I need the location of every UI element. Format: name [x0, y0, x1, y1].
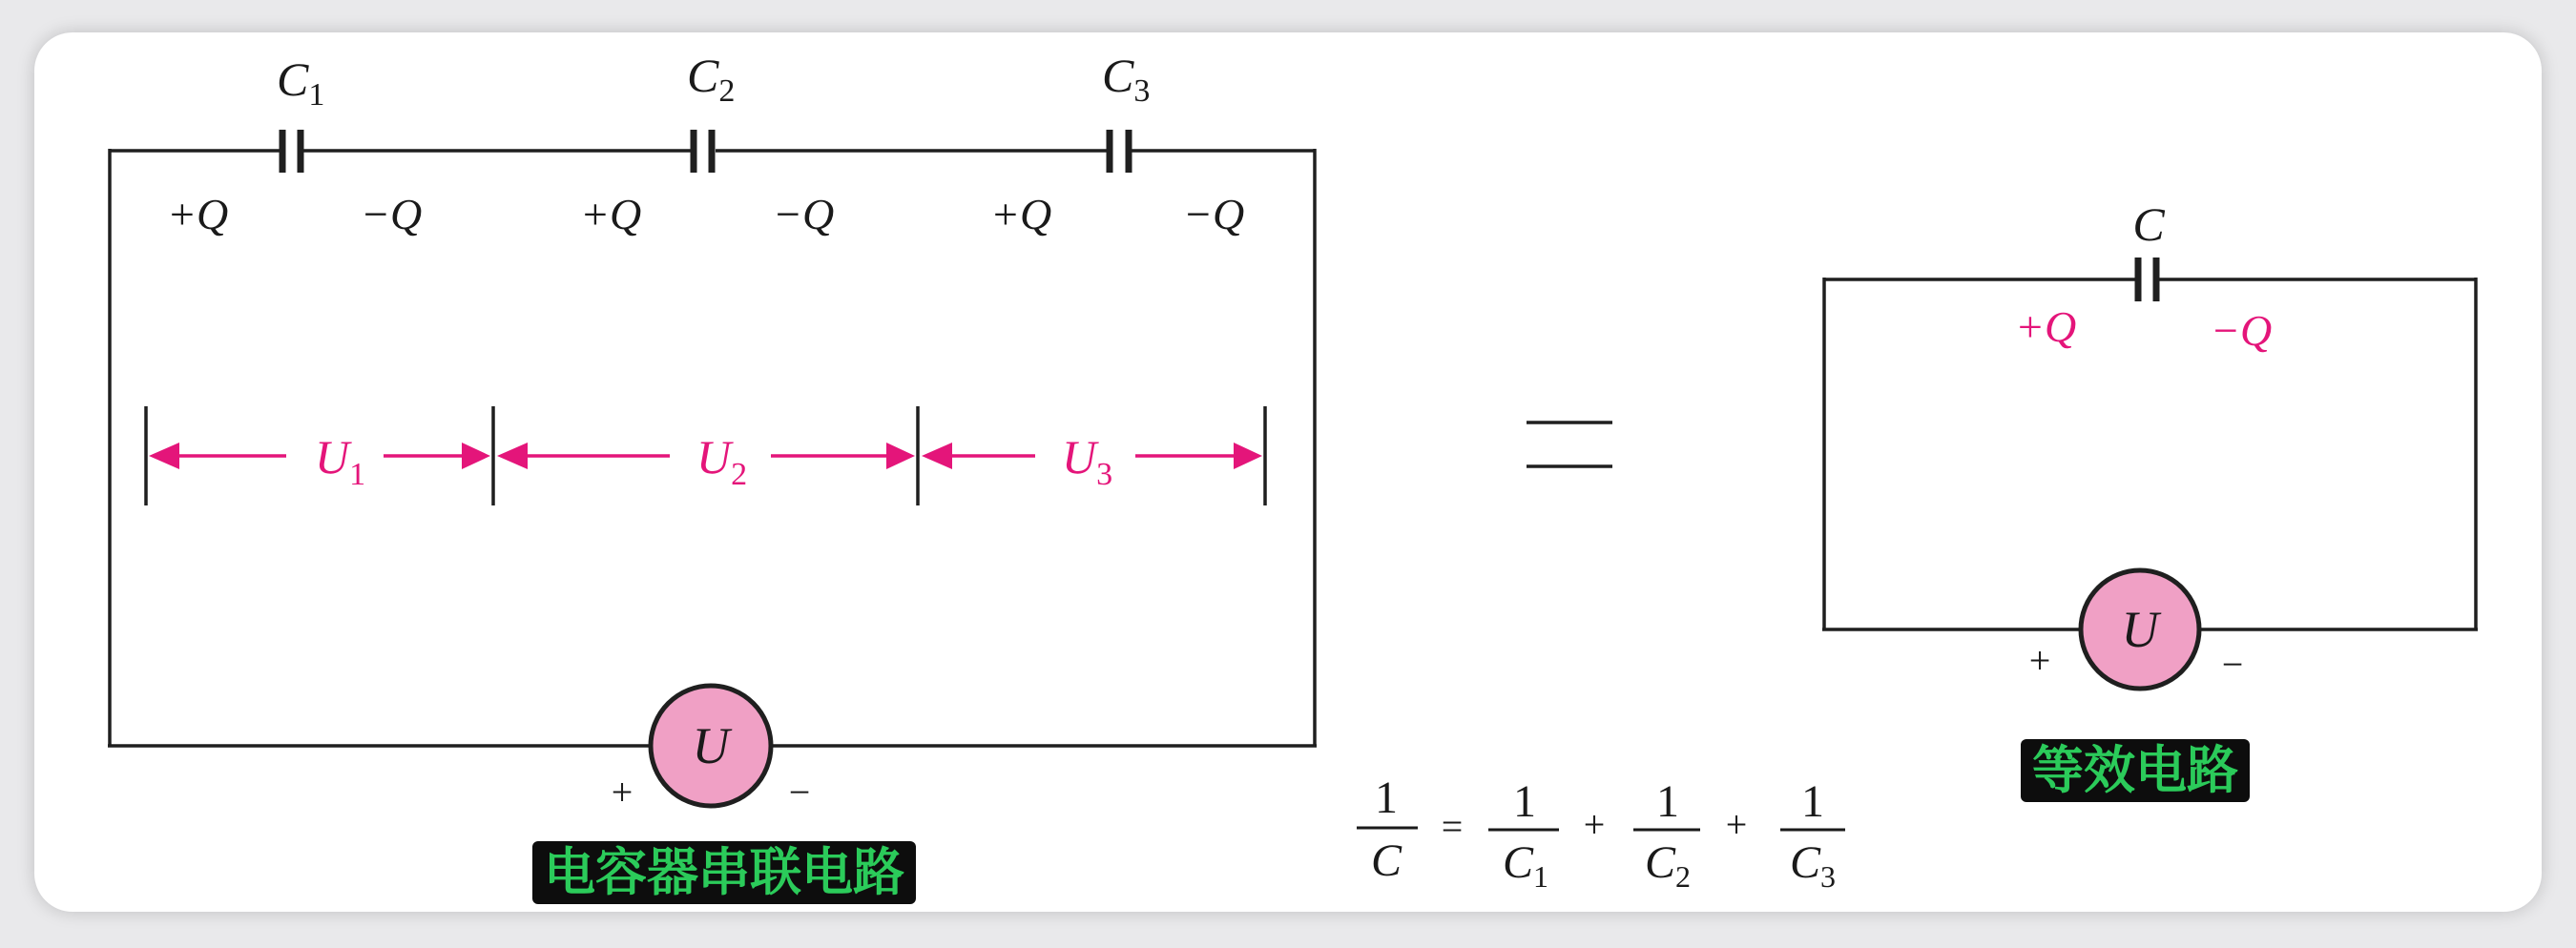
formula-plus-2: +	[1725, 803, 1748, 846]
equiv-charge-right: −Q	[2211, 306, 2273, 355]
series-circuit-caption: 电容器串联电路	[532, 841, 916, 904]
charge-c3-right: −Q	[1183, 190, 1245, 238]
capacitor-label-c1: $C_1$	[277, 52, 325, 113]
formula-term3-denominator: $C_3$	[1790, 837, 1837, 894]
series-source-minus: −	[788, 771, 811, 814]
series-source-label: U	[692, 717, 730, 774]
formula-equals: =	[1441, 805, 1464, 848]
formula-lhs-denominator: C	[1370, 835, 1402, 886]
equiv-capacitor	[2138, 258, 2156, 301]
equiv-source-minus: −	[2221, 643, 2244, 686]
capacitor-label-c2: $C_2$	[687, 49, 736, 109]
charge-c1-right: −Q	[361, 190, 423, 238]
charge-c3-left: +Q	[990, 190, 1052, 238]
equivalent-circuit	[1822, 197, 2478, 689]
formula-lhs-numerator: 1	[1375, 773, 1398, 823]
equiv-source-label: U	[2121, 601, 2159, 658]
equiv-capacitor-label: C	[2132, 197, 2165, 251]
capacitor-label-c3: $C_3$	[1102, 49, 1151, 109]
series-source-plus: +	[611, 771, 634, 814]
capacitor-c1	[282, 130, 301, 173]
equiv-charge-left: +Q	[2015, 302, 2077, 351]
charge-c2-left: +Q	[580, 190, 642, 238]
charge-c1-left: +Q	[167, 190, 229, 238]
voltage-label-u3: $U_3$	[1062, 430, 1113, 492]
series-circuit	[108, 49, 1317, 814]
equals-sign	[1527, 422, 1612, 466]
charge-c2-right: −Q	[773, 190, 835, 238]
equiv-source-plus: +	[2028, 639, 2051, 682]
equivalent-circuit-caption: 等效电路	[2021, 739, 2250, 802]
series-capacitance-formula	[1357, 773, 1845, 894]
formula-term3-numerator: 1	[1801, 776, 1824, 827]
voltage-label-u1: $U_1$	[315, 430, 366, 492]
formula-term1-denominator: $C_1$	[1503, 837, 1549, 894]
capacitor-c2	[694, 130, 712, 173]
capacitor-c3	[1110, 130, 1129, 173]
voltage-label-u2: $U_2$	[696, 430, 748, 492]
formula-term2-numerator: 1	[1656, 776, 1679, 827]
formula-term2-denominator: $C_2$	[1645, 837, 1692, 894]
formula-term1-numerator: 1	[1513, 776, 1536, 827]
formula-plus-1: +	[1583, 803, 1606, 846]
